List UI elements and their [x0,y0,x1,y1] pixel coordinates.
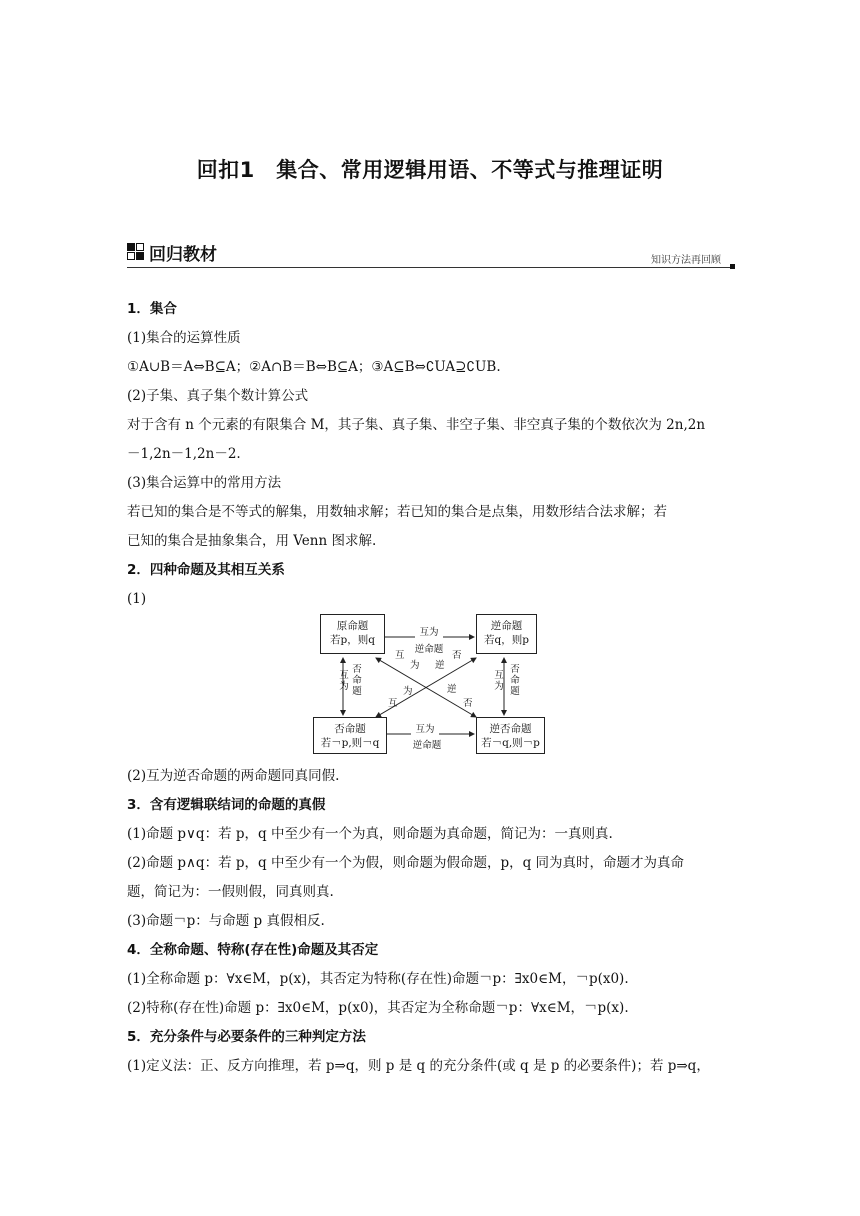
subheading-subset-count: (2)子集、真子集个数计算公式 [127,388,309,404]
paragraph-and-2: 题，简记为：一假则假，同真则真. [127,884,334,900]
label-left-a: 互为 [339,670,349,692]
label-x4: 否 [452,650,462,661]
label-x5: 为 [403,686,413,697]
formula-set-properties: ①A∪B＝A⇔B⊆A；②A∩B＝B⇔B⊆A；③A⊆B⇔∁UA⊇∁UB. [127,359,501,375]
paragraph-universal: (1)全称命题 p：∀x∈M，p(x)，其否定为特称(存在性)命题￢p：∃x0∈M，￢p(x0). [127,971,629,987]
heading-logical-connectives: 3．含有逻辑联结词的命题的真假 [127,797,326,813]
paragraph-definition-method: (1)定义法：正、反方向推理，若 p⇒q，则 p 是 q 的充分条件(或 q 是 p 的必要条件)；若 p⇒q， [127,1058,710,1074]
diagram-label: (1) [127,591,147,607]
section-title: 回归教材 [149,245,217,265]
label-x1: 互 [395,650,405,661]
heading-quantifiers: 4．全称命题、特称(存在性)命题及其否定 [127,942,379,958]
paragraph-subset-count-1: 对于含有 n 个元素的有限集合 M，其子集、真子集、非空子集、非空真子集的个数依次为 2n,2n [127,417,706,433]
paragraph-contrapositive: (2)互为逆否命题的两命题同真同假. [127,768,340,784]
label-x6: 互 [388,698,398,709]
label-x7: 逆 [447,684,457,695]
heading-conditions: 5．充分条件与必要条件的三种判定方法 [127,1029,366,1045]
box-inverse: 否命题 若￢p,则￢q [313,717,387,754]
paragraph-set-methods-1: 若已知的集合是不等式的解集，用数轴求解；若已知的集合是点集，用数形结合法求解；若 [127,504,667,520]
section-header [127,240,735,274]
label-right-a: 互为 [494,670,504,692]
label-x8: 否 [463,698,473,709]
label-top-1: 互为 [415,627,443,638]
heading-four-propositions: 2．四种命题及其相互关系 [127,562,285,578]
document-body [127,295,735,1081]
label-top-2: 逆命题 [414,644,444,655]
label-right-b: 否命题 [510,664,520,697]
paragraph-or: (1)命题 p∨q：若 p，q 中至少有一个为真，则命题为真命题，简记为：一真则真. [127,826,613,842]
box-original: 原命题 若p，则q [320,614,385,654]
label-x2: 为 [410,660,420,671]
heading-sets: 1．集合 [127,301,177,317]
paragraph-and-1: (2)命题 p∧q：若 p，q 中至少有一个为假，则命题为假命题，p，q 同为真时，命题才为真命 [127,855,685,871]
paragraph-existential: (2)特称(存在性)命题 p：∃x0∈M，p(x0)，其否定为全称命题￢p：∀x∈M，￢p(x). [127,1000,629,1016]
paragraph-subset-count-2: －1,2n－1,2n－2. [127,446,241,462]
box-converse: 逆命题 若q，则p [476,614,537,654]
section-subtitle: 知识方法再回顾 [651,255,721,266]
page-title: 回扣1 集合、常用逻辑用语、不等式与推理证明 [196,158,664,182]
box-contrapositive: 逆否命题 若￢q,则￢p [476,717,545,754]
label-bottom-1: 互为 [411,724,439,735]
label-left-b: 否命题 [352,664,362,697]
label-x3: 逆 [435,660,445,671]
subheading-set-operations: (1)集合的运算性质 [127,330,241,346]
subheading-set-methods: (3)集合运算中的常用方法 [127,475,282,491]
four-propositions-diagram [127,614,735,762]
paragraph-set-methods-2: 已知的集合是抽象集合，用 Venn 图求解. [127,533,377,549]
section-end-mark [730,264,735,269]
section-divider [127,267,731,268]
label-bottom-2: 逆命题 [412,740,442,751]
section-square-icon [127,243,144,260]
paragraph-not: (3)命题￢p：与命题 p 真假相反. [127,913,325,929]
